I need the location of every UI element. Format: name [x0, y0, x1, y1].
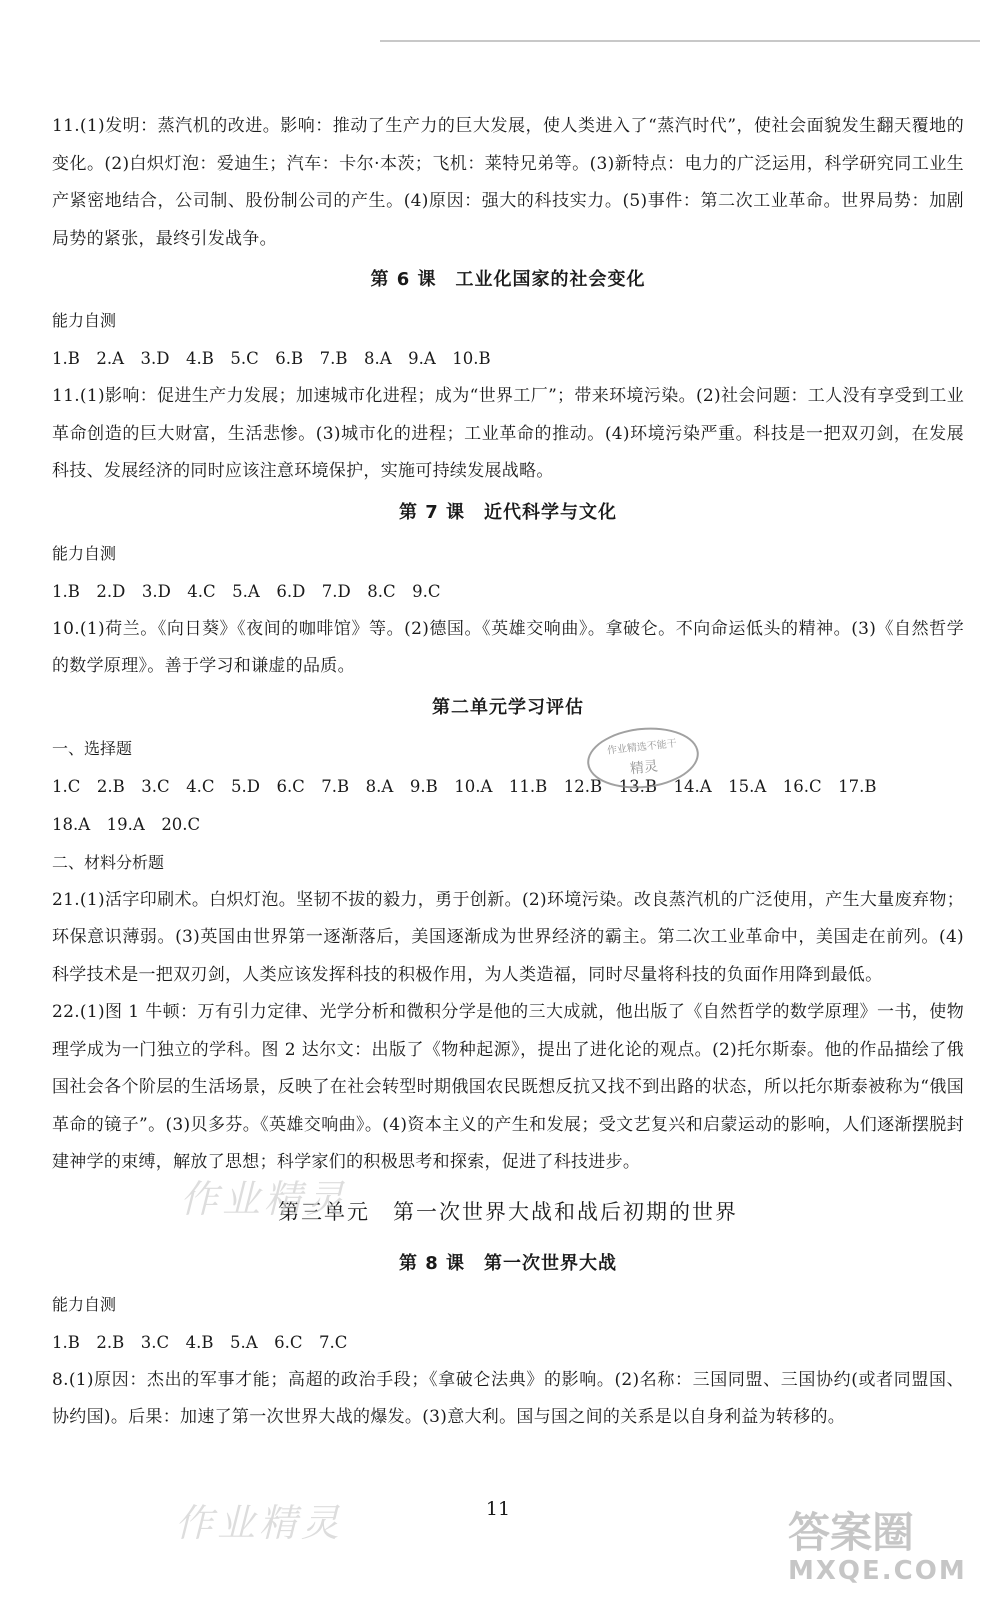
logo-text-chinese: 答案圈 — [788, 1508, 915, 1557]
lesson-7-q10: 10.(1)荷兰。《向日葵》《夜间的咖啡馆》等。(2)德国。《英雄交响曲》。拿破仑。不向命运低头的精神。(3)《自然哲学的数学原理》。善于学习和谦虚的品质。 — [52, 618, 964, 676]
stamp-text-bottom: 精灵 — [629, 758, 659, 778]
lesson-6-section: 能力自测 — [52, 311, 117, 330]
site-logo — [788, 1500, 988, 1592]
answer-paragraph-q11-lesson5: 11.(1)发明：蒸汽机的改进。影响：推动了生产力的巨大发展，使人类进入了“蒸汽时代”，使社会面貌发生翻天覆地的变化。(2)白炽灯泡：爱迪生；汽车：卡尔·本茨；飞机：莱特兄弟等。(3)新特点：电力的广泛运用，科学研究同工业生产紧密地结合，公司制、股份制公司的产生。(4)原因：强大的科技实力。(5)事件：第二次工业革命。世界局势：加剧局势的紧张，最终引发战争。 — [52, 116, 964, 249]
unit-2-q22: 22.(1)图 1 牛顿：万有引力定律、光学分析和微积分学是他的三大成就，他出版了《自然哲学的数学原理》一书，使物理学成为一门独立的学科。图 2 达尔文：出版了《物种起源》，提出了进化论的观点。(2)托尔斯泰。他的作品描绘了俄国社会各个阶层的生活场景，反映了在社会转型时期俄国农民既想反抗又找不到出路的状态，所以托尔斯泰被称为“俄国革命的镜子”。(3)贝多芬。《英雄交响曲》。(4)资本主义的产生和发展；受文艺复兴和启蒙运动的影响，人们逐渐摆脱封建神学的束缚，解放了思想；科学家们的积极思考和探索，促进了科技进步。 — [52, 1002, 964, 1172]
unit-2-section-material: 二、材料分析题 — [52, 852, 165, 872]
stamp-text-top: 作业精选不能干 — [606, 738, 678, 757]
logo-text-url: MXQE.COM — [788, 1556, 967, 1586]
unit-3-title: 第三单元 第一次世界大战和战后初期的世界 — [278, 1199, 738, 1224]
lesson-8-q8: 8.(1)原因：杰出的军事才能；高超的政治手段；《拿破仑法典》的影响。(2)名称：三国同盟、三国协约(或者同盟国、协约国)。后果：加速了第一次世界大战的爆发。(3)意大利。国与国之间的关系是以自身利益为转移的。 — [52, 1369, 964, 1427]
unit-2-answers-line-1: 1.C 2.B 3.C 4.C 5.D 6.C 7.B 8.A 9.B 10.A 11.B 12.B 13.B 14.A 15.A 16.C 17.B — [52, 776, 877, 796]
lesson-7-section: 能力自测 — [52, 543, 117, 563]
watermark-middle: 作业精灵 — [180, 1177, 349, 1221]
unit-2-q21: 21.(1)活字印刷术。白炽灯泡。坚韧不拔的毅力，勇于创新。(2)环境污染。改良蒸汽机的广泛使用，产生大量废弃物；环保意识薄弱。(3)英国由世界第一逐渐落后，美国逐渐成为世界经济的霸主。第二次工业革命中，美国走在前列。(4)科学技术是一把双刃剑，人类应该发挥科技的积极作用，为人类造福，同时尽量将科技的负面作用降到最低。 — [52, 889, 964, 985]
answer-page — [52, 108, 964, 1437]
lesson-8-answers: 1.B 2.B 3.C 4.B 5.A 6.C 7.C — [52, 1332, 348, 1352]
lesson-7-answers: 1.B 2.D 3.D 4.C 5.A 6.D 7.D 8.C 9.C — [52, 581, 441, 601]
lesson-6-title: 第 6 课 工业化国家的社会变化 — [370, 269, 646, 290]
lesson-7-title: 第 7 课 近代科学与文化 — [398, 501, 618, 523]
lesson-6-q11: 11.(1)影响：促进生产力发展；加速城市化进程；成为“世界工厂”；带来环境污染。(2)社会问题：工人没有享受到工业革命创造的巨大财富，生活悲惨。(3)城市化的进程；工业革命的推动。(4)环境污染严重。科技是一把双刃剑，在发展科技、发展经济的同时应该注意环境保护，实施可持续发展战略。 — [52, 386, 964, 481]
top-rule — [380, 40, 980, 42]
page-number: 11 — [485, 1498, 511, 1520]
unit-2-answers-line-2: 18.A 19.A 20.C — [52, 814, 201, 834]
lesson-6-answers: 1.B 2.A 3.D 4.B 5.C 6.B 7.B 8.A 9.A 10.B — [52, 349, 491, 368]
unit-2-section-choice: 一、选择题 — [52, 738, 133, 758]
lesson-8-title: 第 8 课 第一次世界大战 — [398, 1252, 618, 1274]
lesson-8-section: 能力自测 — [52, 1294, 117, 1314]
watermark-bottom: 作业精灵 — [175, 1501, 344, 1545]
unit-2-assessment-title: 第二单元学习评估 — [432, 696, 584, 718]
